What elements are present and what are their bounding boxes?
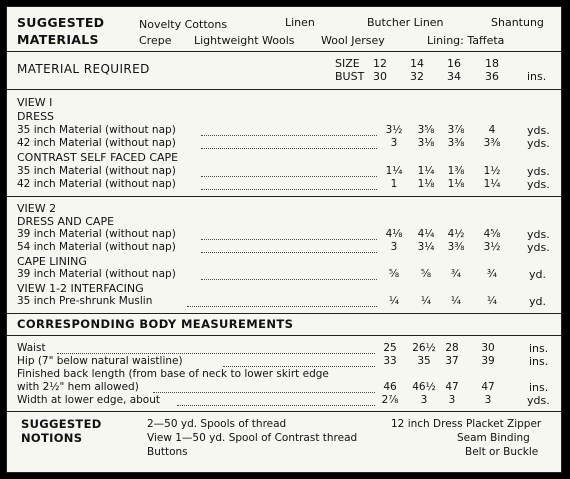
measurement-value: 47 (481, 381, 495, 393)
fabric-shantung: Shantung (491, 16, 544, 29)
unit-label: yds. (527, 165, 550, 178)
fabric-butcher-linen: Butcher Linen (367, 16, 444, 29)
unit-label: ins. (529, 342, 549, 355)
leader-dots (201, 176, 377, 177)
yardage-value: 3 (390, 137, 398, 149)
leader-dots (187, 306, 377, 307)
notion-item: View 1—50 yd. Spool of Contrast thread (147, 432, 358, 444)
notion-item: Buttons (147, 446, 188, 458)
cape-lining-row-label: 39 inch Material (without nap) (17, 268, 176, 280)
yardage-value: 3⅜ (447, 137, 465, 149)
unit-label: yds. (527, 241, 550, 254)
measurement-row-label: Waist (17, 342, 46, 354)
yardage-value: ¼ (450, 295, 462, 307)
yardage-value: ¼ (420, 295, 432, 307)
yardage-value: 1½ (483, 165, 501, 177)
material-required-label: MATERIAL REQUIRED (17, 62, 150, 76)
measurement-value: 46 (383, 381, 397, 393)
leader-dots (201, 239, 377, 240)
measurement-value: 3 (420, 394, 428, 406)
yardage-value: 4 (488, 124, 496, 136)
suggested-materials-label-2: MATERIALS (17, 32, 99, 47)
yardage-value: ¾ (450, 268, 462, 280)
units-label: ins. (527, 70, 547, 83)
bust-label: BUST (335, 70, 365, 83)
yardage-value: 3½ (483, 241, 501, 253)
yardage-value: 3½ (385, 124, 403, 136)
measurement-value: 39 (481, 355, 495, 367)
yardage-value: ¼ (388, 295, 400, 307)
view2-title: VIEW 2 (17, 202, 57, 215)
yardage-value: ¾ (486, 268, 498, 280)
yardage-value: 1⅛ (447, 178, 465, 190)
divider (7, 335, 561, 336)
measurement-value: 35 (417, 355, 431, 367)
yardage-value: 3⅞ (447, 124, 465, 136)
leader-dots (201, 279, 377, 280)
unit-label: ins. (529, 381, 549, 394)
yardage-value: 3⅜ (447, 241, 465, 253)
measurement-row-label: Finished back length (from base of neck to lower skirt edge (17, 368, 329, 380)
view2-row-label: 54 inch Material (without nap) (17, 241, 176, 253)
measurement-value: 25 (383, 342, 397, 354)
view1-cape-row-label: 35 inch Material (without nap) (17, 165, 176, 177)
pattern-envelope-chart (6, 6, 562, 473)
leader-dots (201, 148, 377, 149)
measurement-row-label: Hip (7" below natural waistline) (17, 355, 183, 367)
suggested-notions-label-1: SUGGESTED (21, 417, 102, 431)
yardage-value: 4⅛ (385, 228, 403, 240)
leader-dots (57, 353, 375, 354)
yardage-value: 3 (390, 241, 398, 253)
measurement-value: 2⅞ (381, 394, 399, 406)
notion-item: 12 inch Dress Placket Zipper (391, 418, 542, 430)
yardage-value: 3⅜ (483, 137, 501, 149)
leader-dots (201, 189, 377, 190)
unit-label: ins. (529, 355, 549, 368)
view1-cape-title: CONTRAST SELF FACED CAPE (17, 151, 179, 164)
measurement-row-label: Width at lower edge, about (17, 394, 160, 406)
size-value: 14 (410, 57, 424, 70)
divider (7, 51, 561, 52)
view1-dress-row-label: 42 inch Material (without nap) (17, 137, 176, 149)
unit-label: yd. (529, 295, 546, 308)
leader-dots (153, 392, 375, 393)
yardage-value: ⅝ (388, 268, 400, 280)
measurement-value: 37 (445, 355, 459, 367)
fabric-wool-jersey: Wool Jersey (321, 34, 385, 47)
yardage-value: 1¼ (483, 178, 501, 190)
unit-label: yds. (527, 124, 550, 137)
unit-label: yd. (529, 268, 546, 281)
size-label: SIZE (335, 57, 360, 70)
bust-value: 32 (410, 70, 424, 83)
yardage-value: 1¼ (385, 165, 403, 177)
yardage-value: 4¼ (417, 228, 435, 240)
view1-dress-title: DRESS (17, 110, 55, 123)
yardage-value: 1⅜ (447, 165, 465, 177)
view1-cape-row-label: 42 inch Material (without nap) (17, 178, 176, 190)
notion-item: 2—50 yd. Spools of thread (147, 418, 287, 430)
suggested-materials-label-1: SUGGESTED (17, 15, 105, 30)
view1-dress-row-label: 35 inch Material (without nap) (17, 124, 176, 136)
notion-item: Belt or Buckle (465, 446, 539, 458)
fabric-lining-taffeta: Lining: Taffeta (427, 34, 505, 47)
yardage-value: ¼ (486, 295, 498, 307)
divider (7, 89, 561, 90)
unit-label: yds. (527, 228, 550, 241)
unit-label: yds. (527, 394, 550, 407)
measurement-value: 3 (484, 394, 492, 406)
yardage-value: 1⅛ (417, 178, 435, 190)
size-value: 16 (447, 57, 461, 70)
unit-label: yds. (527, 178, 550, 191)
view2-dress-cape-title: DRESS AND CAPE (17, 215, 115, 228)
notion-item: Seam Binding (457, 432, 530, 444)
unit-label: yds. (527, 137, 550, 150)
leader-dots (177, 405, 375, 406)
cape-lining-title: CAPE LINING (17, 255, 87, 268)
yardage-value: 3⅝ (417, 124, 435, 136)
divider (7, 411, 561, 412)
yardage-value: ⅝ (420, 268, 432, 280)
measurement-row-label: with 2½" hem allowed) (17, 381, 139, 393)
yardage-value: 4½ (447, 228, 465, 240)
interfacing-row-label: 35 inch Pre-shrunk Muslin (17, 295, 153, 307)
leader-dots (223, 366, 375, 367)
measurement-value: 28 (445, 342, 459, 354)
fabric-lightweight-wools: Lightweight Wools (194, 34, 295, 47)
yardage-value: 1¼ (417, 165, 435, 177)
measurement-value: 47 (445, 381, 459, 393)
size-value: 18 (485, 57, 499, 70)
measurement-value: 30 (481, 342, 495, 354)
size-value: 12 (373, 57, 387, 70)
leader-dots (201, 135, 377, 136)
yardage-value: 4⅝ (483, 228, 501, 240)
view1-title: VIEW I (17, 96, 53, 109)
yardage-value: 1 (390, 178, 398, 190)
measurement-value: 3 (448, 394, 456, 406)
divider (7, 196, 561, 197)
suggested-notions-label-2: NOTIONS (21, 431, 83, 445)
fabric-novelty-cottons: Novelty Cottons (139, 18, 228, 31)
view2-row-label: 39 inch Material (without nap) (17, 228, 176, 240)
fabric-crepe: Crepe (139, 34, 172, 47)
yardage-value: 3⅛ (417, 137, 435, 149)
leader-dots (201, 252, 377, 253)
bust-value: 34 (447, 70, 461, 83)
fabric-linen: Linen (285, 16, 315, 29)
body-measurements-title: CORRESPONDING BODY MEASUREMENTS (17, 317, 294, 331)
measurement-value: 46½ (412, 381, 436, 393)
yardage-value: 3¼ (417, 241, 435, 253)
measurement-value: 26½ (412, 342, 436, 354)
measurement-value: 33 (383, 355, 397, 367)
divider (7, 313, 561, 314)
interfacing-title: VIEW 1-2 INTERFACING (17, 282, 144, 295)
bust-value: 30 (373, 70, 387, 83)
bust-value: 36 (485, 70, 499, 83)
